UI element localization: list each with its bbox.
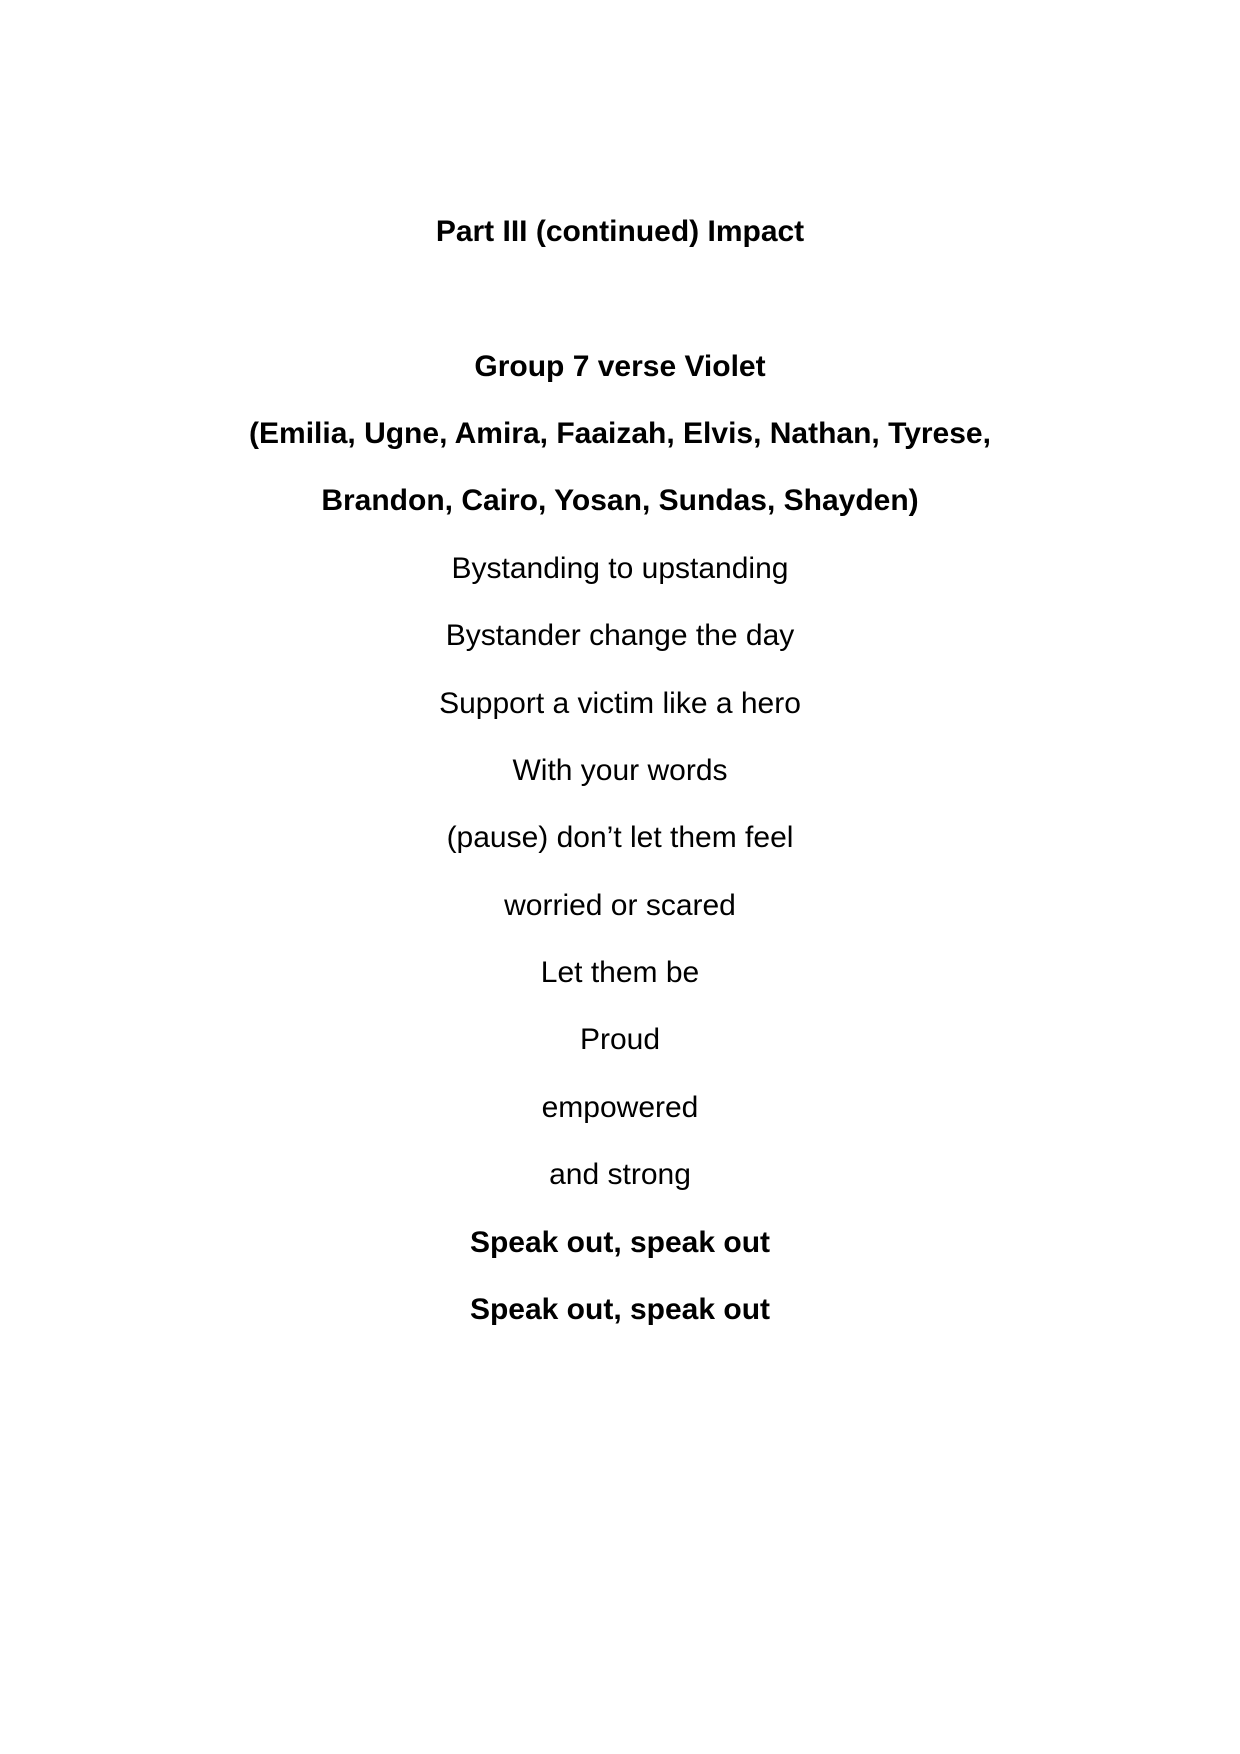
group-heading: Group 7 verse Violet [474,350,766,383]
verse-line: empowered [541,1091,699,1124]
verse-line: Bystander change the day [445,619,795,652]
members-line-1: (Emilia, Ugne, Amira, Faaizah, Elvis, Nathan, Tyrese, [249,417,991,450]
verse-line: (pause) don’t let them feel [446,821,794,854]
members-line-2: Brandon, Cairo, Yosan, Sundas, Shayden) [321,484,919,517]
verse-line: Proud [579,1023,661,1056]
verse-line: and strong [549,1158,691,1191]
chorus-line: Speak out, speak out [469,1226,771,1259]
chorus-line: Speak out, speak out [469,1293,771,1326]
page-title: Part III (continued) Impact [435,215,805,248]
verse-line: worried or scared [504,889,736,922]
verse-line: Let them be [540,956,700,989]
verse-line: Support a victim like a hero [439,687,801,720]
verse-line: Bystanding to upstanding [451,552,789,585]
verse-line: With your words [512,754,728,787]
